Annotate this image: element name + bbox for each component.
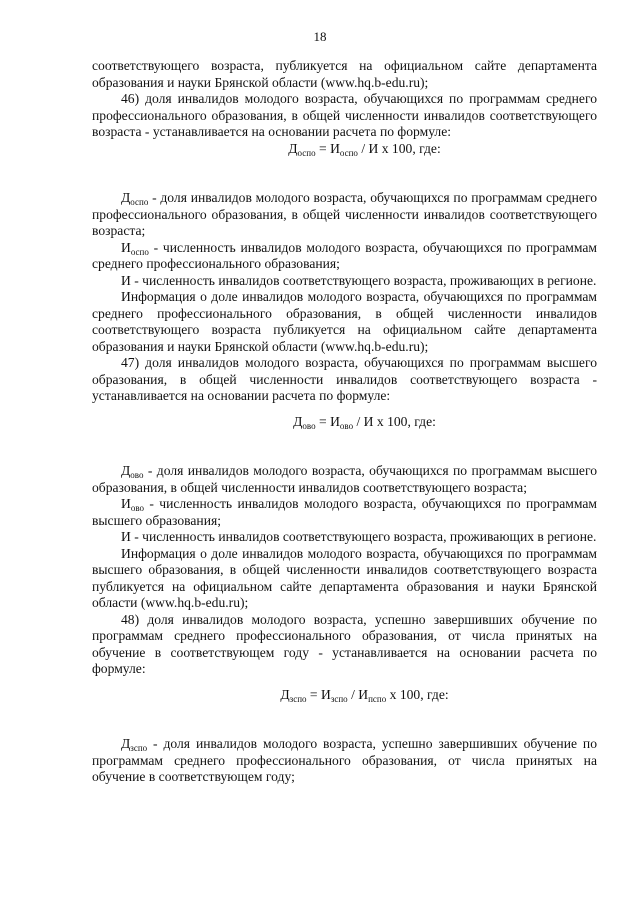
definition-iovo: $И_{ово}$ - численность инвалидов молодого возраста, обучающихся по программам высшего образования; [92,496,597,528]
item-46-paragraph: 46) доля инвалидов молодого возраста, обучающихся по программам среднего профессионального образования, в общей численности инвалидов соответствующего возраста - устанавливается на основании расчета по формуле: [92,91,597,139]
info-paragraph-1: Информация о доле инвалидов молодого возраста, обучающихся по программам среднего профессионального образования, в общей численности инвалидов соответствующего возраста публикуется на официальном сайте департамента образования и науки Брянской области (www.hq.b-edu.ru); [92,289,597,354]
definition-dovo: $Д_{ово}$ - доля инвалидов молодого возраста, обучающихся по программам высшего образования, в общей численности инвалидов соответствующего возраста; [92,463,597,495]
definition-iospo: $И_{оспо}$ - численность инвалидов молодого возраста, обучающихся по программам среднего профессионального образования; [92,239,597,271]
definition-dzspo: $Д_{зспо}$ - доля инвалидов молодого возраста, успешно завершивших обучение по программам среднего профессионального образования, от числа принятых на обучение в соответствующем году; [92,736,597,784]
page-number: 18 [313,29,327,44]
definition-i-2: И - численность инвалидов соответствующего возраста, проживающих в регионе. [121,529,597,544]
paragraph-continuation: соответствующего возраста, публикуется на официальном сайте департамента образования и науки Брянской области (www.hq.b-edu.ru); [92,58,597,90]
definition-dospo: $Д_{оспо}$ - доля инвалидов молодого возраста, обучающихся по программам среднего профессионального образования, в общей численности инвалидов соответствующего возраста; [92,190,597,238]
formula-dovo: $Д_{ово} = И_{ово} / И$ х 100, где: [293,413,436,431]
formula-dospo: $Д_{оспо} = И_{оспо} / И$ х 100, где: [288,140,441,158]
item-48-paragraph: 48) доля инвалидов молодого возраста, успешно завершивших обучение по программам среднего профессионального образования, от числа принятых на обучение в соответствующем году - устанавливается на основании расчета по формуле: [92,611,597,676]
formula-dzspo: $Д_{зспо} = И_{зспо} / И_{пспо}$ х 100, где: [280,686,449,704]
document-body [92,58,597,786]
definition-i-1: И - численность инвалидов соответствующего возраста, проживающих в регионе. [121,272,597,288]
info-paragraph-2: Информация о доле инвалидов молодого возраста, обучающихся по программам высшего образования, в общей численности инвалидов соответствующего возраста публикуется на официальном сайте департамента образования и науки Брянской области (www.hq.b-edu.ru); [92,545,597,610]
item-47-paragraph: 47) доля инвалидов молодого возраста, обучающихся по программам высшего образования, в общей численности инвалидов соответствующего возраста - устанавливается на основании расчета по формуле: [92,355,597,403]
